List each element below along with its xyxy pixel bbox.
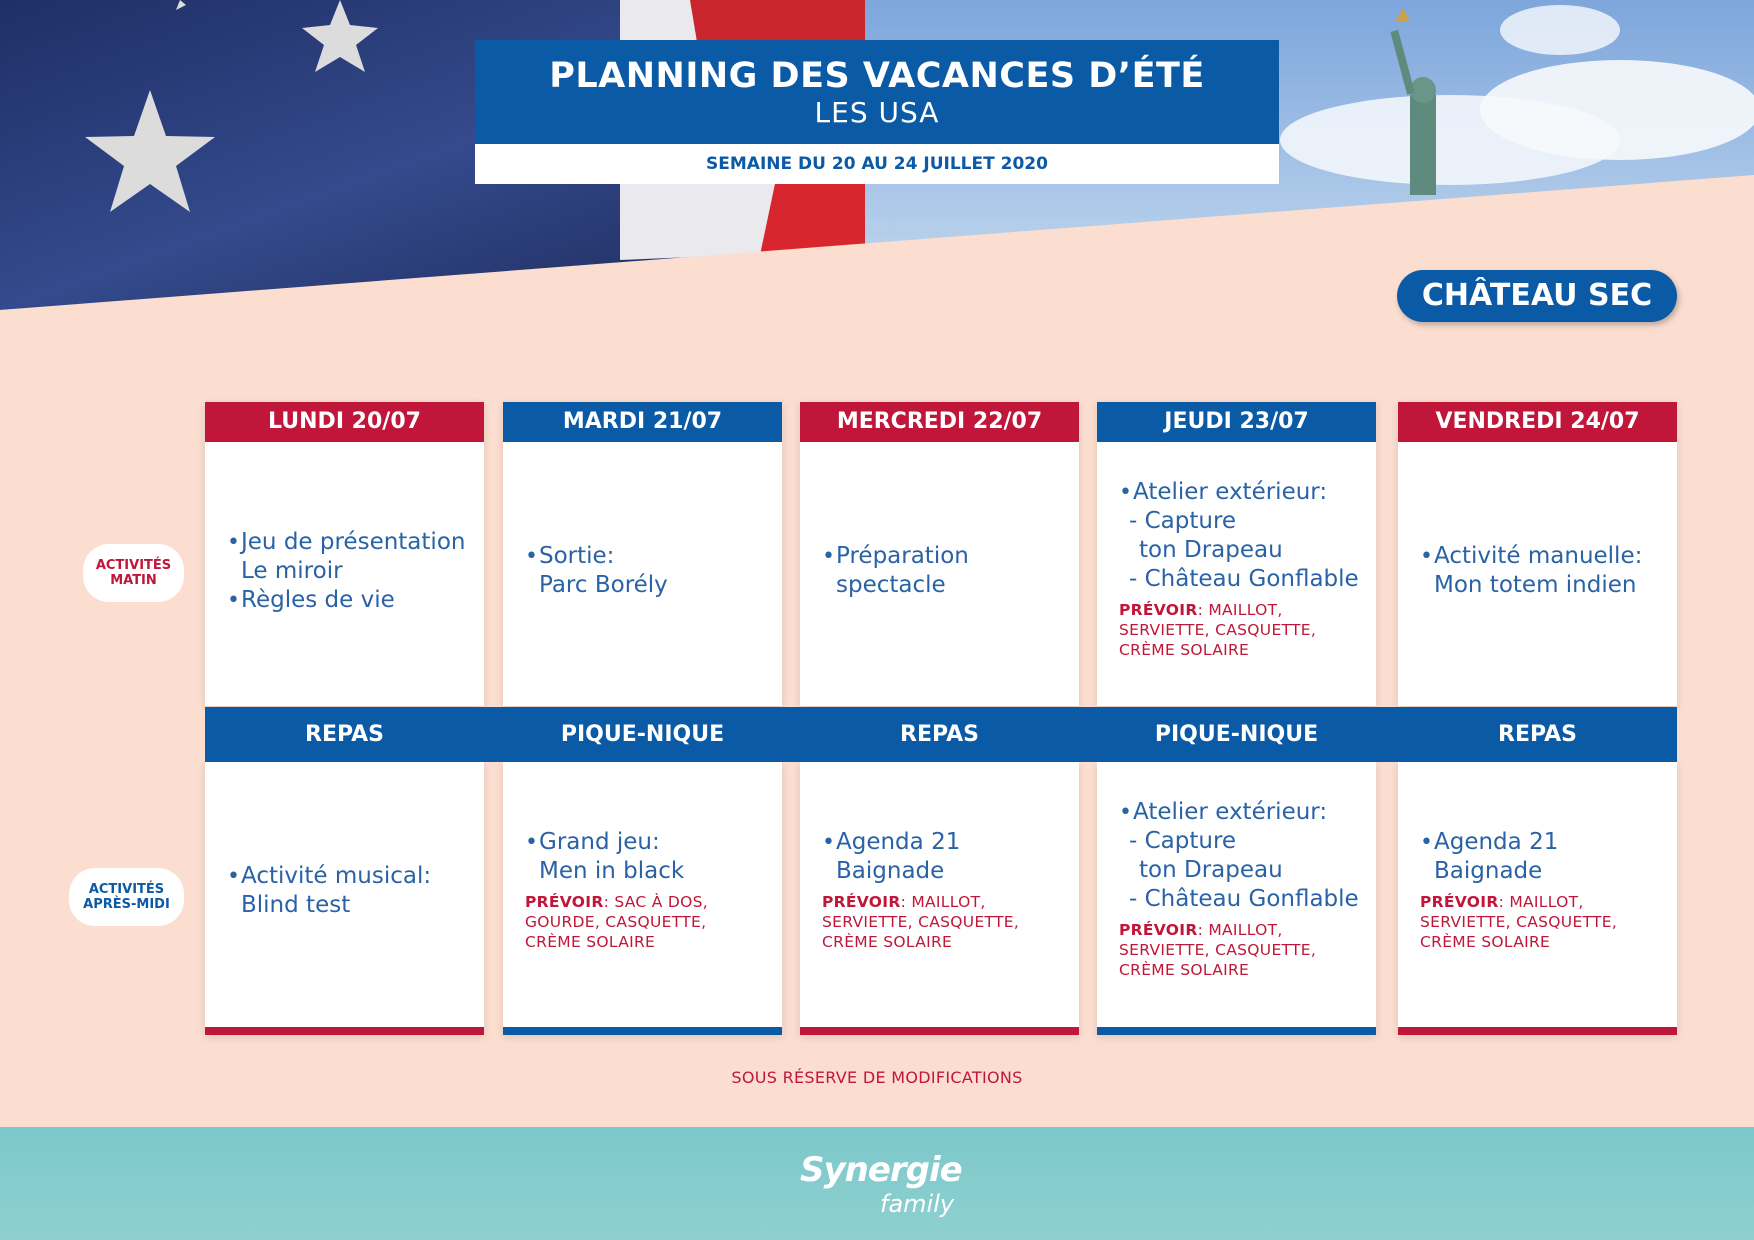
- prevoir-text: : SAC À DOS,: [603, 893, 708, 911]
- bullet-icon: •: [227, 530, 240, 555]
- prevoir-text: CRÈME SOLAIRE: [1420, 933, 1551, 951]
- day-card-tuesday-afternoon: [503, 762, 782, 1035]
- activity-text: Blind test: [241, 892, 351, 918]
- meal-label-wednesday: REPAS: [900, 722, 979, 747]
- day-card-monday-afternoon: [205, 762, 484, 1035]
- day-card-thursday-morning: [1097, 402, 1376, 706]
- side-label-afternoon-line2: APRÈS-MIDI: [83, 897, 170, 912]
- day-card-tuesday-morning: [503, 402, 782, 706]
- prevoir-text: : MAILLOT,: [1197, 921, 1283, 939]
- meal-label-tuesday: PIQUE-NIQUE: [560, 722, 725, 747]
- day-card-friday-morning: [1398, 402, 1677, 706]
- prevoir-label: PRÉVOIR: [822, 893, 901, 911]
- bullet-icon: •: [1420, 544, 1433, 569]
- activity-item: [1119, 798, 1366, 827]
- meal-label-thursday: PIQUE-NIQUE: [1154, 722, 1319, 747]
- notice-text: SOUS RÉSERVE DE MODIFICATIONS: [731, 1068, 1023, 1087]
- activity-item: [227, 586, 474, 615]
- synergie-logo: [795, 1150, 965, 1230]
- bullet-icon: •: [525, 830, 538, 855]
- prevoir-text: SERVIETTE, CASQUETTE,: [1119, 621, 1317, 639]
- title-box: [475, 40, 1279, 144]
- bullet-icon: •: [1119, 800, 1132, 825]
- day-header: VENDREDI 24/07: [1398, 402, 1677, 442]
- morning-activities: [1420, 542, 1667, 600]
- prevoir-note: [822, 892, 1069, 952]
- prevoir-label: PRÉVOIR: [1420, 893, 1499, 911]
- activity-text: Atelier extérieur:: [1133, 479, 1328, 505]
- activity-text: - Capture: [1129, 508, 1237, 534]
- activity-text: Jeu de présentation: [241, 529, 466, 555]
- activity-text: Agenda 21: [1434, 829, 1559, 855]
- meal-label-monday: REPAS: [305, 722, 384, 747]
- prevoir-text: CRÈME SOLAIRE: [822, 933, 953, 951]
- day-card-wednesday-afternoon: [800, 762, 1079, 1035]
- card-bottom-bar: [800, 1027, 1079, 1035]
- activity-item: [227, 862, 474, 891]
- prevoir-label: PRÉVOIR: [525, 893, 604, 911]
- side-label-morning-line2: MATIN: [110, 573, 157, 588]
- day-card-friday-afternoon: [1398, 762, 1677, 1035]
- activity-text: Men in black: [539, 858, 685, 884]
- side-label-afternoon: [69, 868, 184, 926]
- activity-text: - Château Gonflable: [1129, 886, 1359, 912]
- activity-item: [1420, 542, 1667, 571]
- morning-activities: [525, 542, 772, 600]
- logo-sub-text: family: [880, 1190, 955, 1218]
- day-header: MARDI 21/07: [503, 402, 782, 442]
- activity-item: [1119, 478, 1366, 507]
- activity-text: Règles de vie: [241, 587, 395, 613]
- prevoir-text: : MAILLOT,: [1498, 893, 1584, 911]
- activity-text: Mon totem indien: [1434, 572, 1637, 598]
- bullet-icon: •: [227, 588, 240, 613]
- activity-text: - Château Gonflable: [1129, 566, 1359, 592]
- prevoir-text: SERVIETTE, CASQUETTE,: [1119, 941, 1317, 959]
- page-title: PLANNING DES VACANCES D’ÉTÉ: [549, 56, 1205, 96]
- activity-text: Agenda 21: [836, 829, 961, 855]
- activity-text: Grand jeu:: [539, 829, 660, 855]
- card-bottom-bar: [1398, 1027, 1677, 1035]
- afternoon-activities: [1420, 828, 1667, 952]
- prevoir-text: SERVIETTE, CASQUETTE,: [822, 913, 1020, 931]
- day-card-wednesday-morning: [800, 402, 1079, 706]
- bullet-icon: •: [227, 864, 240, 889]
- bullet-icon: •: [822, 830, 835, 855]
- afternoon-activities: [227, 862, 474, 920]
- activity-item: [525, 828, 772, 857]
- activity-text: Baignade: [1434, 858, 1543, 884]
- bullet-icon: •: [1119, 480, 1132, 505]
- activity-text: Parc Borély: [539, 572, 668, 598]
- day-header: LUNDI 20/07: [205, 402, 484, 442]
- bullet-icon: •: [822, 544, 835, 569]
- prevoir-note: [1119, 920, 1366, 980]
- week-label: SEMAINE DU 20 AU 24 JUILLET 2020: [475, 144, 1279, 184]
- card-bottom-bar: [503, 1027, 782, 1035]
- side-label-morning-line1: ACTIVITÉS: [95, 558, 172, 573]
- activity-item: [1420, 828, 1667, 857]
- activity-text: ton Drapeau: [1139, 857, 1283, 883]
- prevoir-note: [1119, 600, 1366, 660]
- activity-text: Sortie:: [539, 543, 615, 569]
- activity-text: ton Drapeau: [1139, 537, 1283, 563]
- prevoir-text: CRÈME SOLAIRE: [1119, 961, 1250, 979]
- activity-text: spectacle: [836, 572, 946, 598]
- activity-text: Atelier extérieur:: [1133, 799, 1328, 825]
- morning-activities: [822, 542, 1069, 600]
- prevoir-label: PRÉVOIR: [1119, 921, 1198, 939]
- prevoir-text: : MAILLOT,: [1197, 601, 1283, 619]
- prevoir-text: CRÈME SOLAIRE: [1119, 641, 1250, 659]
- prevoir-note: [1420, 892, 1667, 952]
- day-header: JEUDI 23/07: [1097, 402, 1376, 442]
- activity-item: [822, 542, 1069, 571]
- day-card-monday-morning: [205, 402, 484, 706]
- activity-text: Activité manuelle:: [1434, 543, 1643, 569]
- location-badge: CHÂTEAU SEC: [1397, 270, 1677, 322]
- activity-item: [822, 828, 1069, 857]
- day-header: MERCREDI 22/07: [800, 402, 1079, 442]
- prevoir-label: PRÉVOIR: [1119, 601, 1198, 619]
- prevoir-note: [525, 892, 772, 952]
- afternoon-activities: [525, 828, 772, 952]
- prevoir-text: : MAILLOT,: [900, 893, 986, 911]
- prevoir-text: SERVIETTE, CASQUETTE,: [1420, 913, 1618, 931]
- prevoir-text: GOURDE, CASQUETTE,: [525, 913, 707, 931]
- bullet-icon: •: [1420, 830, 1433, 855]
- bullet-icon: •: [525, 544, 538, 569]
- day-card-thursday-afternoon: [1097, 762, 1376, 1035]
- prevoir-text: CRÈME SOLAIRE: [525, 933, 656, 951]
- activity-text: - Capture: [1129, 828, 1237, 854]
- activity-item: [227, 528, 474, 557]
- side-label-afternoon-line1: ACTIVITÉS: [88, 882, 165, 897]
- activity-text: Baignade: [836, 858, 945, 884]
- page-subtitle: LES USA: [814, 96, 940, 129]
- activity-text: Préparation: [836, 543, 969, 569]
- activity-item: [525, 542, 772, 571]
- card-bottom-bar: [205, 1027, 484, 1035]
- side-label-morning: [83, 544, 184, 602]
- activity-text: Activité musical:: [241, 863, 432, 889]
- activity-text: Le miroir: [241, 558, 343, 584]
- meal-label-friday: REPAS: [1498, 722, 1577, 747]
- afternoon-activities: [1119, 798, 1366, 980]
- morning-activities: [227, 528, 474, 615]
- morning-activities: [1119, 478, 1366, 660]
- logo-main-text: Synergie: [800, 1150, 962, 1190]
- afternoon-activities: [822, 828, 1069, 952]
- card-bottom-bar: [1097, 1027, 1376, 1035]
